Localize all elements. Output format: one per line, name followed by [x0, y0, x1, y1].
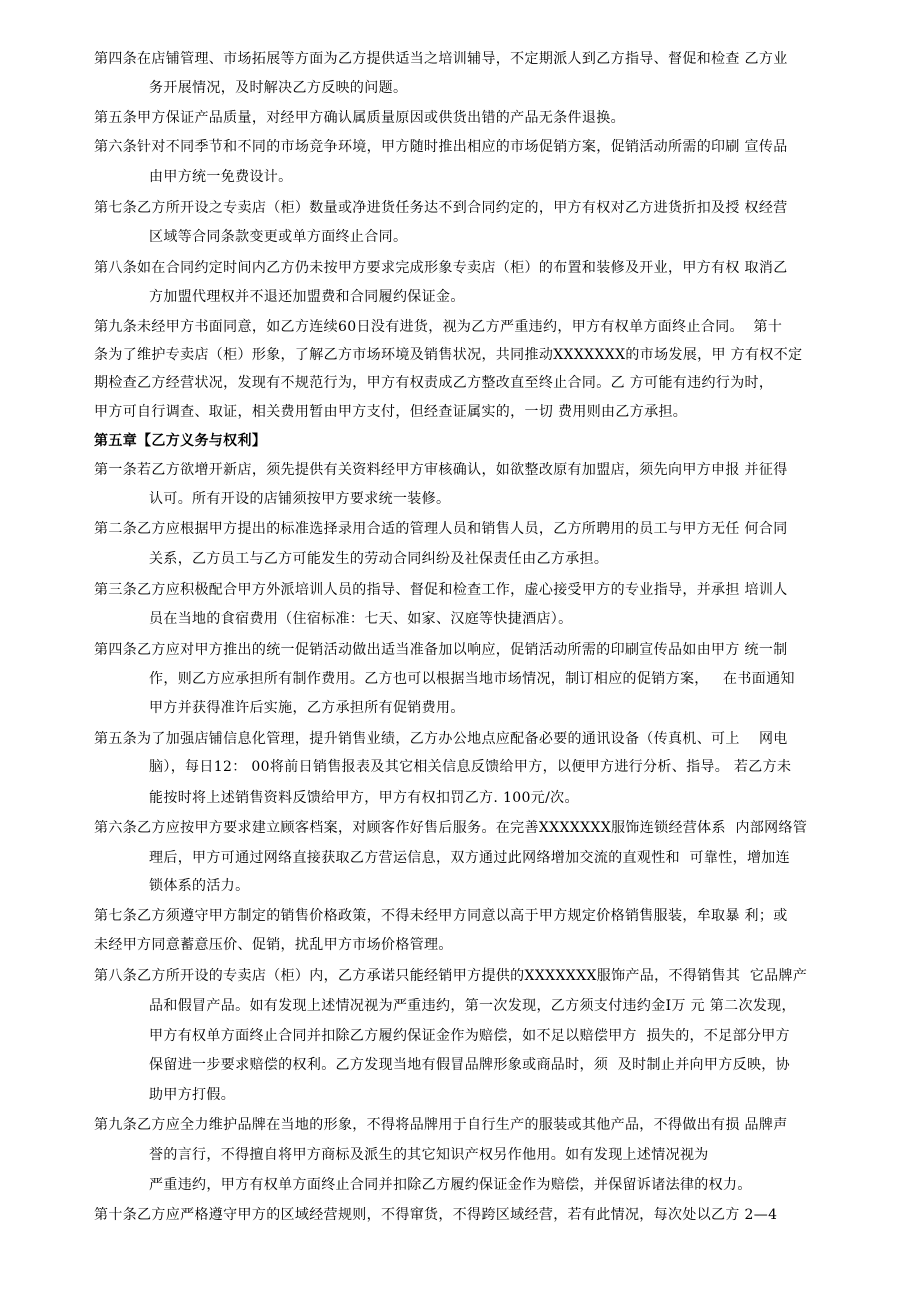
text-line: 期检查乙方经营状况，发现有不规范行为，甲方有权责成乙方整改直至终止合同。乙 方可能有违约行为时，	[94, 375, 774, 391]
text-line: 条为了维护专卖店（柜）形象，了解乙方市场环境及销售状况，共同推动XXXXXXX的市场发展，甲 方有权不定	[94, 347, 803, 363]
text-line: 品和假冒产品。如有发现上述情况视为严重违约，第一次发现，乙方须支付违约金I万 元 第二次发现，	[149, 998, 796, 1014]
text-line: 第十条乙方应严格遵守甲方的区域经营规则，不得窜货，不得跨区域经营，若有此情况，每次处以乙方 2—4	[94, 1207, 778, 1223]
text-line: 未经甲方同意蓄意压价、促销，扰乱甲方市场价格管理。	[94, 937, 453, 953]
text-line: 理后，甲方可通过网络直接获取乙方营运信息，双方通过此网络增加交流的直观性和 可靠性，增加连	[149, 850, 790, 866]
text-line: 第九条未经甲方书面同意，如乙方连续60日没有进货，视为乙方严重违约，甲方有权单方面终止合同。 第十	[94, 319, 783, 335]
text-line: 第五条甲方保证产品质量，对经甲方确认属质量原因或供货出错的产品无条件退换。	[94, 110, 625, 126]
text-line: 第八条乙方所开设的专卖店（柜）内，乙方承诺只能经销甲方提供的XXXXXXX服饰产品，不得销售其 它品牌产	[94, 968, 808, 984]
chapter-heading: 第五章【乙方义务与权利】	[94, 433, 267, 449]
text-line: 第四条乙方应对甲方推出的统一促销活动做出适当准备加以响应，促销活动所需的印刷宣传品如由甲方 统一制	[94, 642, 788, 658]
text-line: 甲方有权单方面终止合同并扣除乙方履约保证金作为赔偿，如不足以赔偿甲方 损失的，不足部分甲方	[149, 1028, 790, 1044]
text-line: 助甲方打假。	[149, 1087, 236, 1103]
text-line: 第七条乙方所开设之专卖店（柜）数量或净进货任务达不到合同约定的，甲方有权对乙方进货折扣及授 权经营	[94, 200, 788, 216]
text-line: 第五条为了加强店铺信息化管理，提升销售业绩，乙方办公地点应配备必要的通讯设备（传真机、可上 网电	[94, 731, 788, 747]
text-line: 第三条乙方应积极配合甲方外派培训人员的指导、督促和检查工作，虚心接受甲方的专业指导，并承担 培训人	[94, 582, 788, 598]
text-line: 第四条在店铺管理、市场拓展等方面为乙方提供适当之培训辅导，不定期派人到乙方指导、督促和检查 乙方业	[94, 51, 788, 67]
text-line: 第六条针对不同季节和不同的市场竞争环境，甲方随时推出相应的市场促销方案，促销活动所需的印刷 宣传品	[94, 139, 788, 155]
text-line: 由甲方统一免费设计。	[149, 169, 293, 185]
text-line: 关系，乙方员工与乙方可能发生的劳动合同纠纷及社保责任由乙方承担。	[149, 551, 609, 567]
text-line: 务开展情况，及时解决乙方反映的问题。	[149, 80, 408, 96]
text-line: 认可。所有开设的店铺须按甲方要求统一装修。	[149, 491, 451, 507]
text-line: 作，则乙方应承担所有制作费用。乙方也可以根据当地市场情况，制订相应的促销方案， 在书面通知	[149, 671, 795, 687]
text-line: 第九条乙方应全力维护品牌在当地的形象，不得将品牌用于自行生产的服装或其他产品，不得做出有损 品牌声	[94, 1117, 788, 1133]
text-line: 区域等合同条款变更或单方面终止合同。	[149, 229, 408, 245]
text-line: 誉的言行，不得擅自将甲方商标及派生的其它知识产权另作他用。如有发现上述情况视为	[149, 1147, 709, 1163]
text-line: 能按时将上述销售资料反馈给甲方，甲方有权扣罚乙方. 100元/次。	[149, 790, 579, 806]
text-line: 脑），每日12： 00将前日销售报表及其它相关信息反馈给甲方，以便甲方进行分析、指导。 若乙方未	[149, 759, 792, 775]
text-line: 甲方可自行调查、取证，相关费用暂由甲方支付，但经查证属实的，一切 费用则由乙方承担。	[94, 404, 688, 420]
text-line: 方加盟代理权并不退还加盟费和合同履约保证金。	[149, 289, 465, 305]
text-line: 第二条乙方应根据甲方提出的标准选择录用合适的管理人员和销售人员，乙方所聘用的员工与甲方无任 何合同	[94, 521, 788, 537]
text-line: 保留进一步要求赔偿的权利。乙方发现当地有假冒品牌形象或商品时，须 及时制止并向甲方反映，协	[149, 1057, 790, 1073]
text-line: 第一条若乙方欲增开新店，须先提供有关资料经甲方审核确认，如欲整改原有加盟店，须先向甲方申报 并征得	[94, 462, 788, 478]
text-line: 第八条如在合同约定时间内乙方仍未按甲方要求完成形象专卖店（柜）的布置和装修及开业，甲方有权 取消乙	[94, 260, 788, 276]
text-line: 第六条乙方应按甲方要求建立顾客档案，对顾客作好售后服务。在完善XXXXXXX服饰连锁经营体系 内部网络管	[94, 820, 808, 836]
text-line: 甲方并获得准许后实施，乙方承担所有促销费用。	[149, 700, 465, 716]
text-line: 严重违约，甲方有权单方面终止合同并扣除乙方履约保证金作为赔偿，并保留诉诸法律的权力。	[149, 1177, 752, 1193]
text-line: 第七条乙方须遵守甲方制定的销售价格政策，不得未经甲方同意以高于甲方规定价格销售服装，牟取暴 利；或	[94, 908, 788, 924]
text-line: 锁体系的活力。	[149, 878, 250, 894]
text-line: 员在当地的食宿费用（住宿标准：七天、如家、汉庭等快捷酒店）。	[149, 611, 573, 627]
